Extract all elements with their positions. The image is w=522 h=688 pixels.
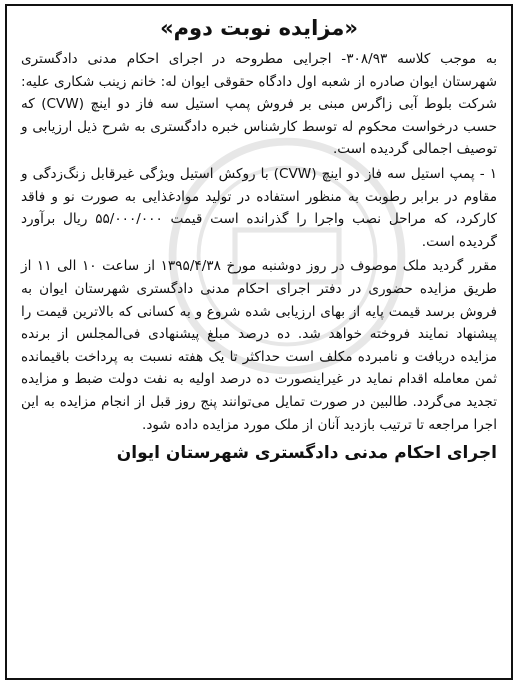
notice-paragraph-auction-terms: مقرر گردید ملک موصوف در روز دوشنبه مورخ ۱۳۹۵/۴/۳۸ از ساعت ۱۰ الی ۱۱ از طریق مزایده حضوری در دفتر اجرای احکام مدنی دادگستری شهرستان ایوان به فروش برسد قیمت پایه از بهای ارزیابی شده شروع و به کسانی که بالاترین قیمت را پیشنهاد نمایند فروخته خواهد شد. ده درصد مبلغ پیشنهادی فی‌المجلس از برنده مزایده دریافت و نامبرده مکلف است حداکثر تا یک هفته نسبت به پرداخت باقیمانده ثمن معامله اقدام نماید در غیراینصورت ده درصد اولیه به نفت دولت ضبط و مزایده تجدید می‌گردد. طالبین در صورت تمایل می‌توانند پنج روز قبل از انجام مزایده به این اجرا مراجعه تا ترتیب بازدید آنان از ملک مورد مزایده داده شود. [21, 258, 497, 433]
notice-title: «مزایده نوبت دوم» [160, 16, 358, 40]
notice-paragraph-item-1: ۱ - پمپ استیل سه فاز دو اینچ (CVW) با روکش استیل ویژگی غیرقابل زنگ‌زدگی و مقاوم در برابر رطوبت به منظور استفاده در تولید موادغذایی به صورت نو و فاقد کارکرد، که مراحل نصب واجرا را گذرانده است قیمت ۵۵/۰۰۰/۰۰۰ ریال برآورد گردیده است. [21, 165, 497, 250]
notice-body [21, 12, 497, 672]
notice-paragraph-intro: به موجب کلاسه ۳۰۸/۹۳- اجرایی مطروحه در اجرای احکام مدنی دادگستری شهرستان ایوان صادره از شعبه اول دادگاه حقوقی ایوان له: خانم زینب شکاری علیه: شرکت بلوط آبی زاگرس مبنی بر فروش پمپ استیل سه فاز دو اینچ (CVW) که حسب درخواست محکوم له توسط کارشناس خبره دادگستری به شرح ذیل ارزیابی و توصیف اجمالی گردیده است. [21, 51, 498, 158]
notice-footer-signature: اجرای احکام مدنی دادگستری شهرستان ایوان [116, 443, 497, 464]
notice-frame [5, 4, 513, 680]
